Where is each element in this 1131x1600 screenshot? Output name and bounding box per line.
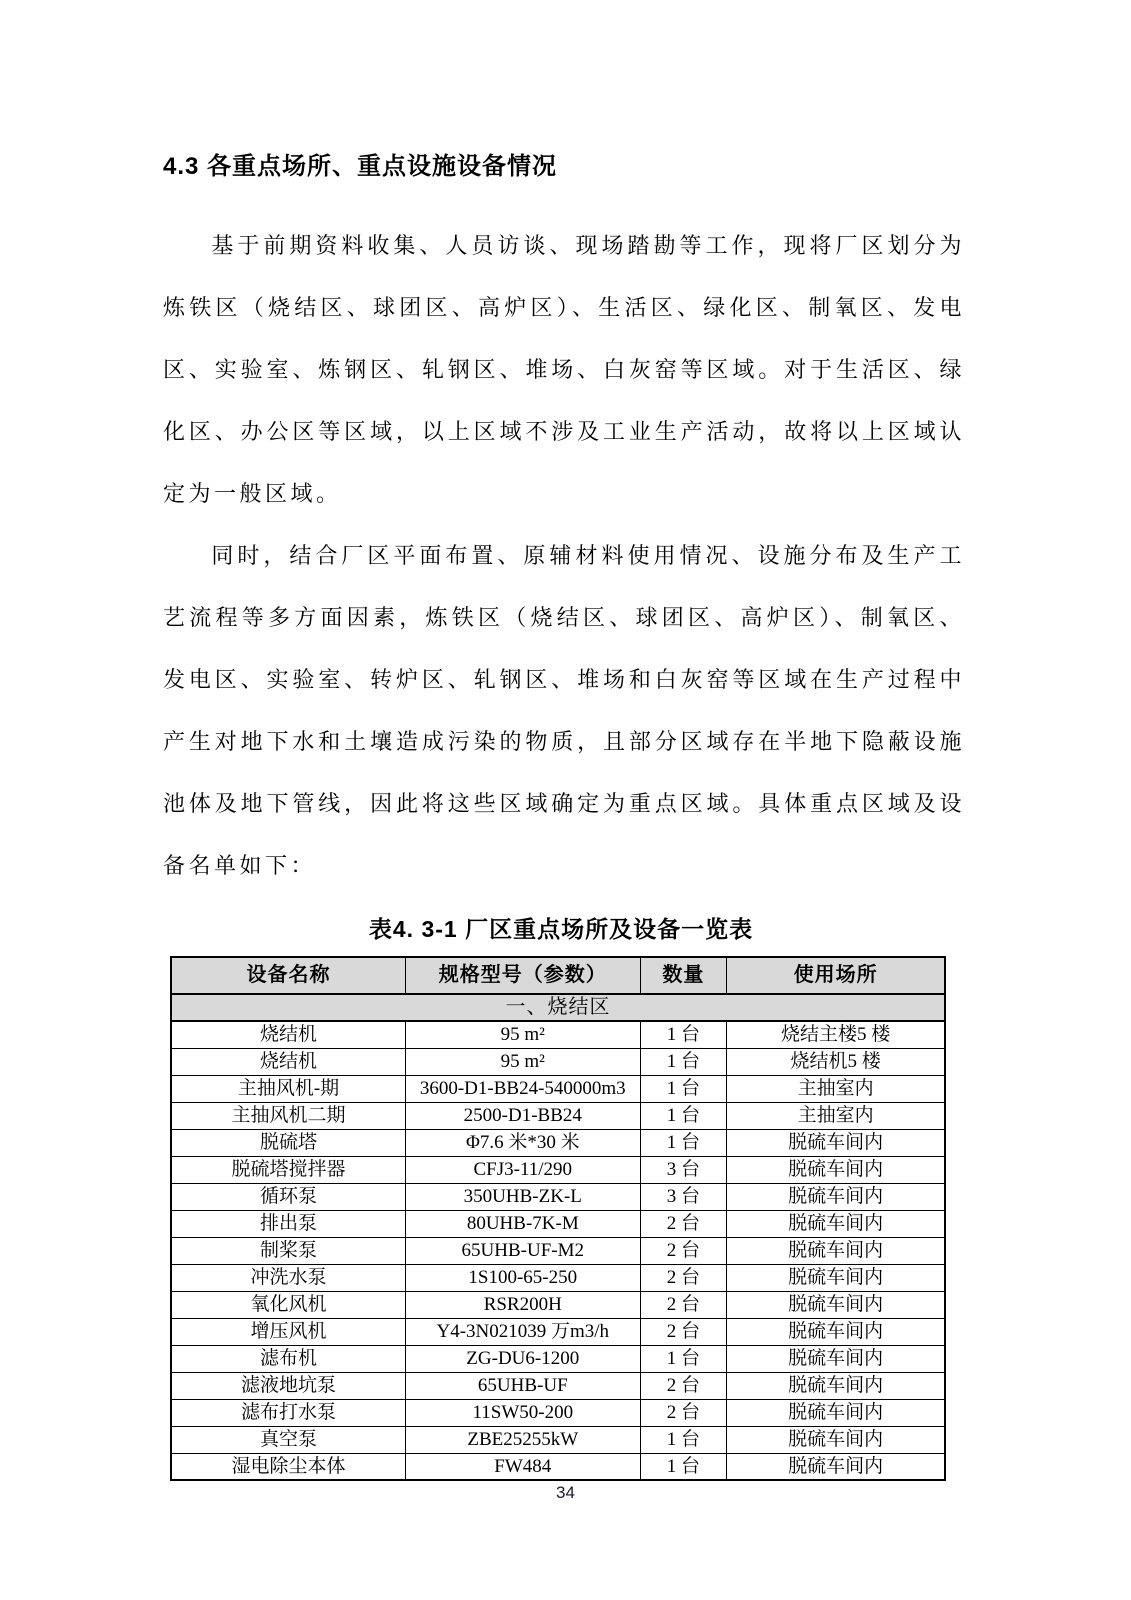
location-cell: 脱硫车间内 xyxy=(727,1318,945,1345)
device-name-cell: 滤布机 xyxy=(171,1345,406,1372)
quantity-cell: 1 台 xyxy=(640,1426,727,1453)
spec-cell: RSR200H xyxy=(406,1291,641,1318)
table-row xyxy=(171,1453,945,1480)
spec-cell: 1S100-65-250 xyxy=(406,1264,641,1291)
device-name-cell: 滤液地坑泵 xyxy=(171,1372,406,1399)
spec-cell: 95 m² xyxy=(406,1048,641,1075)
spec-cell: 350UHB-ZK-L xyxy=(406,1183,641,1210)
section-heading: 4.3 各重点场所、重点设施设备情况 xyxy=(163,153,558,180)
table-row xyxy=(171,1264,945,1291)
quantity-cell: 1 台 xyxy=(640,1048,727,1075)
device-name-cell: 制桨泵 xyxy=(171,1237,406,1264)
table-row xyxy=(171,1048,945,1075)
device-name-cell: 滤布打水泵 xyxy=(171,1399,406,1426)
quantity-cell: 1 台 xyxy=(640,1129,727,1156)
location-cell: 脱硫车间内 xyxy=(727,1237,945,1264)
location-cell: 主抽室内 xyxy=(727,1075,945,1102)
header-device-name: 设备名称 xyxy=(171,957,406,994)
table-row xyxy=(171,1021,945,1048)
quantity-cell: 1 台 xyxy=(640,1345,727,1372)
quantity-cell: 2 台 xyxy=(640,1318,727,1345)
spec-cell: Y4-3N021039 万m3/h xyxy=(406,1318,641,1345)
device-name-cell: 烧结机 xyxy=(171,1021,406,1048)
table-row xyxy=(171,1237,945,1264)
location-cell: 脱硫车间内 xyxy=(727,1453,945,1480)
spec-cell: CFJ3-11/290 xyxy=(406,1156,641,1183)
table-row xyxy=(171,1399,945,1426)
device-name-cell: 氧化风机 xyxy=(171,1291,406,1318)
paragraph-key-areas: 同时，结合厂区平面布置、原辅材料使用情况、设施分布及生产工艺流程等多方面因素，炼铁区（烧结区、球团区、高炉区）、制氧区、发电区、实验室、转炉区、轧钢区、堆场和白灰窑等区域在生产过程中产生对地下水和土壤造成污染的物质，且部分区域存在半地下隐蔽设施池体及地下管线，因此将这些区域确定为重点区域。具体重点区域及设备名单如下： xyxy=(163,543,965,878)
device-name-cell: 烧结机 xyxy=(171,1048,406,1075)
device-name-cell: 主抽风机二期 xyxy=(171,1102,406,1129)
location-cell: 脱硫车间内 xyxy=(727,1183,945,1210)
spec-cell: ZBE25255kW xyxy=(406,1426,641,1453)
quantity-cell: 2 台 xyxy=(640,1237,727,1264)
quantity-cell: 1 台 xyxy=(640,1453,727,1480)
location-cell: 脱硫车间内 xyxy=(727,1426,945,1453)
table-row xyxy=(171,1210,945,1237)
equipment-table xyxy=(170,956,946,1481)
spec-cell: 65UHB-UF-M2 xyxy=(406,1237,641,1264)
page-number: 34 xyxy=(556,1483,575,1502)
device-name-cell: 湿电除尘本体 xyxy=(171,1453,406,1480)
location-cell: 烧结机5 楼 xyxy=(727,1048,945,1075)
header-spec-model: 规格型号（参数） xyxy=(406,957,641,994)
quantity-cell: 1 台 xyxy=(640,1102,727,1129)
location-cell: 脱硫车间内 xyxy=(727,1399,945,1426)
location-cell: 脱硫车间内 xyxy=(727,1129,945,1156)
spec-cell: 95 m² xyxy=(406,1021,641,1048)
spec-cell: 3600-D1-BB24-540000m3 xyxy=(406,1075,641,1102)
spec-cell: 11SW50-200 xyxy=(406,1399,641,1426)
quantity-cell: 2 台 xyxy=(640,1210,727,1237)
paragraph-region-division: 基于前期资料收集、人员访谈、现场踏勘等工作，现将厂区划分为炼铁区（烧结区、球团区、高炉区）、生活区、绿化区、制氧区、发电区、实验室、炼钢区、轧钢区、堆场、白灰窑等区域。对于生活区、绿化区、办公区等区域，以上区域不涉及工业生产活动，故将以上区域认定为一般区域。 xyxy=(163,233,965,506)
device-name-cell: 增压风机 xyxy=(171,1318,406,1345)
quantity-cell: 2 台 xyxy=(640,1291,727,1318)
location-cell: 脱硫车间内 xyxy=(727,1210,945,1237)
header-location: 使用场所 xyxy=(727,957,945,994)
device-name-cell: 脱硫塔 xyxy=(171,1129,406,1156)
device-name-cell: 脱硫塔搅拌器 xyxy=(171,1156,406,1183)
device-name-cell: 排出泵 xyxy=(171,1210,406,1237)
location-cell: 脱硫车间内 xyxy=(727,1291,945,1318)
spec-cell: 2500-D1-BB24 xyxy=(406,1102,641,1129)
quantity-cell: 1 台 xyxy=(640,1021,727,1048)
table-row xyxy=(171,1291,945,1318)
table-row xyxy=(171,1102,945,1129)
table-header xyxy=(171,957,945,994)
table-row xyxy=(171,1372,945,1399)
location-cell: 脱硫车间内 xyxy=(727,1372,945,1399)
spec-cell: 80UHB-7K-M xyxy=(406,1210,641,1237)
spec-cell: FW484 xyxy=(406,1453,641,1480)
location-cell: 脱硫车间内 xyxy=(727,1264,945,1291)
quantity-cell: 3 台 xyxy=(640,1183,727,1210)
quantity-cell: 2 台 xyxy=(640,1372,727,1399)
section-row-sintering-area xyxy=(171,994,945,1021)
quantity-cell: 3 台 xyxy=(640,1156,727,1183)
device-name-cell: 真空泵 xyxy=(171,1426,406,1453)
table-row xyxy=(171,1183,945,1210)
table-row xyxy=(171,1318,945,1345)
spec-cell: 65UHB-UF xyxy=(406,1372,641,1399)
location-cell: 烧结主楼5 楼 xyxy=(727,1021,945,1048)
location-cell: 主抽室内 xyxy=(727,1102,945,1129)
location-cell: 脱硫车间内 xyxy=(727,1345,945,1372)
location-cell: 脱硫车间内 xyxy=(727,1156,945,1183)
section-label: 一、烧结区 xyxy=(171,994,945,1021)
table-row xyxy=(171,1426,945,1453)
spec-cell: ZG-DU6-1200 xyxy=(406,1345,641,1372)
header-quantity: 数量 xyxy=(640,957,727,994)
table-row xyxy=(171,1156,945,1183)
device-name-cell: 循环泵 xyxy=(171,1183,406,1210)
spec-cell: Φ7.6 米*30 米 xyxy=(406,1129,641,1156)
table-body xyxy=(171,994,945,1480)
quantity-cell: 1 台 xyxy=(640,1075,727,1102)
table-row xyxy=(171,1345,945,1372)
table-row xyxy=(171,1129,945,1156)
quantity-cell: 2 台 xyxy=(640,1399,727,1426)
table-header-row xyxy=(171,957,945,994)
device-name-cell: 主抽风机-期 xyxy=(171,1075,406,1102)
device-name-cell: 冲洗水泵 xyxy=(171,1264,406,1291)
table-row xyxy=(171,1075,945,1102)
table-title: 表4. 3-1 厂区重点场所及设备一览表 xyxy=(368,916,754,942)
quantity-cell: 2 台 xyxy=(640,1264,727,1291)
